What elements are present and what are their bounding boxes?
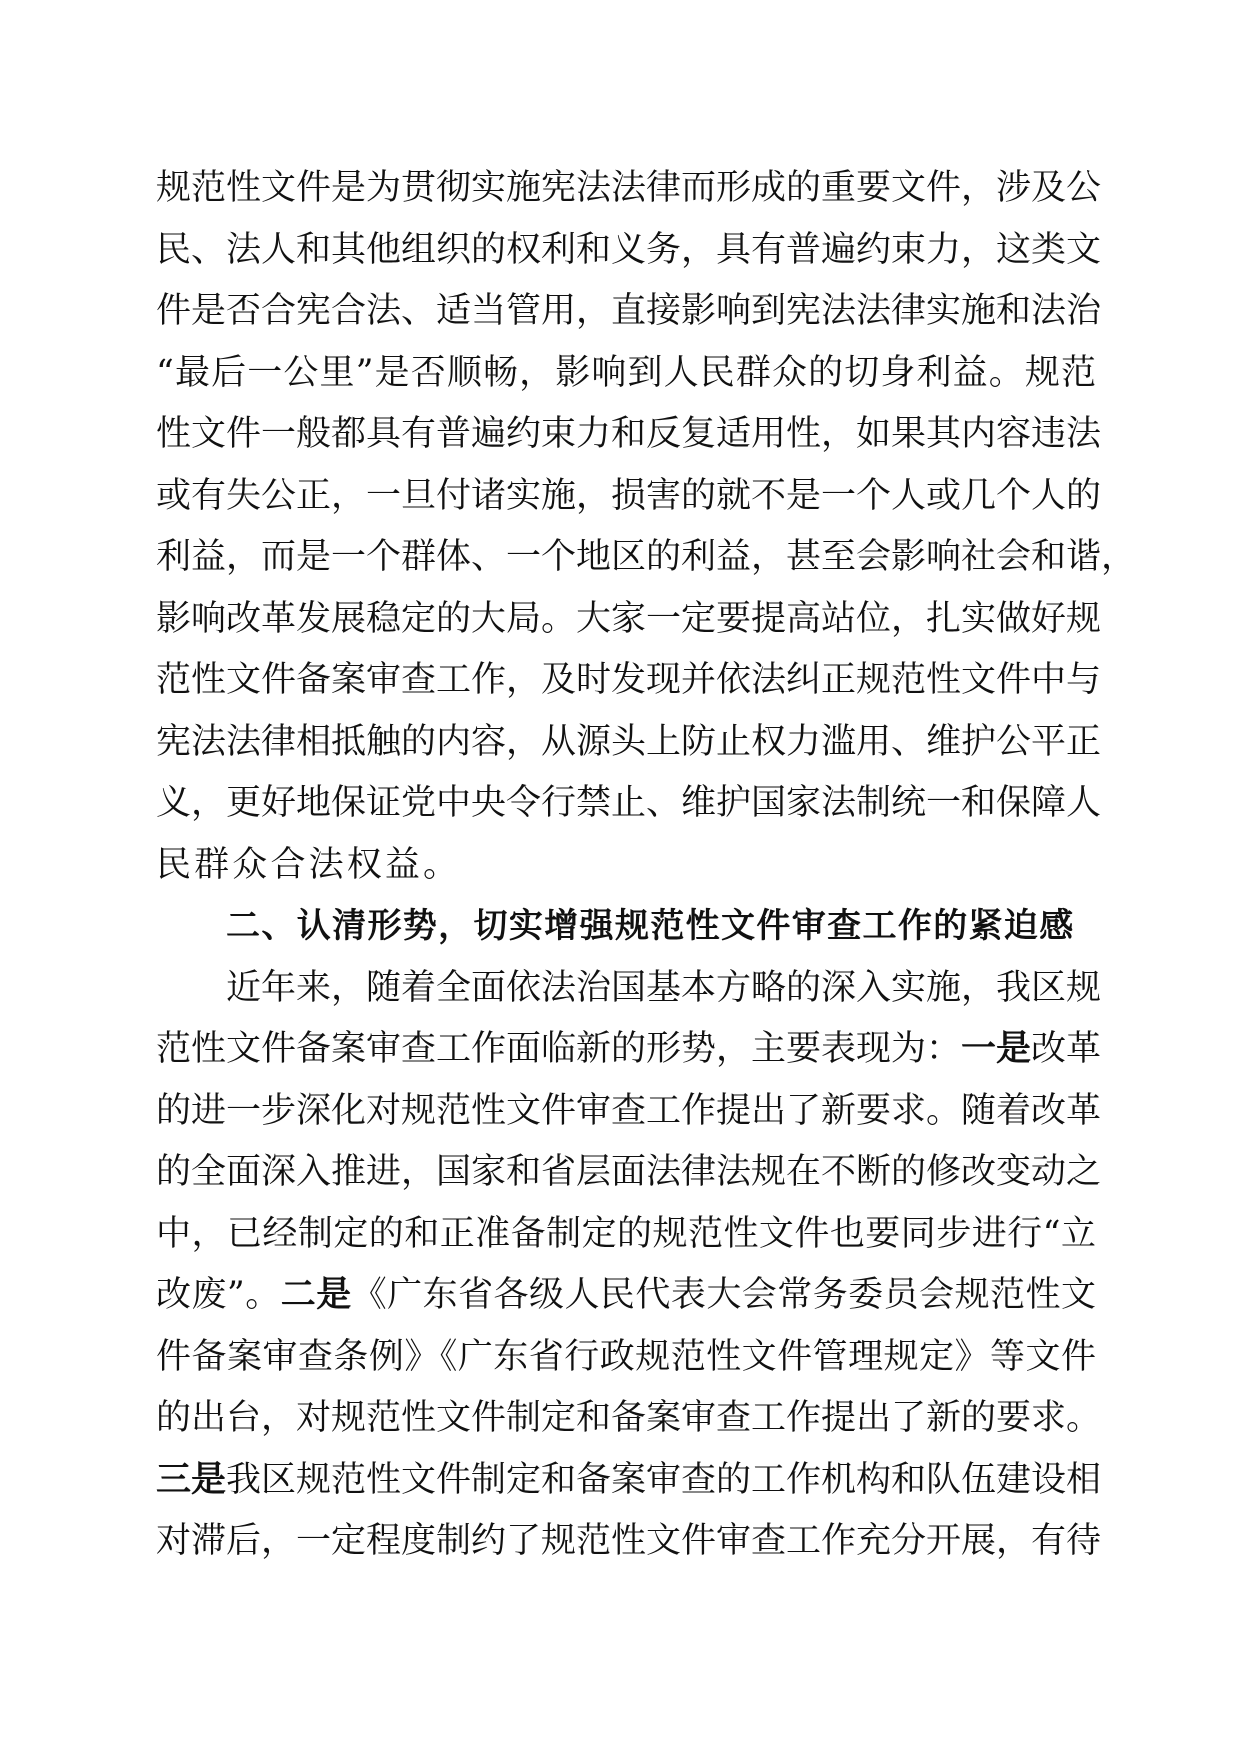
text-line: 利益，而是一个群体、一个地区的利益，甚至会影响社会和谐， [156, 537, 1137, 577]
text-segment: 《广东省各级人民代表大会常务委员会规范性文 [351, 1275, 1096, 1315]
text-line: 宪法法律相抵触的内容，从源头上防止权力滥用、维护公平正 [156, 721, 1102, 762]
document-body [156, 158, 1137, 1573]
text-line: 规范性文件是为贯彻实施宪法法律而形成的重要文件，涉及公 [156, 168, 1102, 208]
text-line: 近年来，随着全面依法治国基本方略的深入实施，我区规 [226, 967, 1102, 1008]
text-segment: 我区规范性文件制定和备案审查的工作机构和队伍建设相 [226, 1459, 1102, 1500]
text-line: 中，已经制定的和正准备制定的规范性文件也要同步进行“立 [156, 1213, 1096, 1254]
text-line: 的出台，对规范性文件制定和备案审查工作提出了新的要求。 [156, 1398, 1102, 1438]
bold-marker: 一是 [961, 1029, 1032, 1069]
text-segment: 改革 [1031, 1029, 1102, 1069]
text-line: 件是否合宪合法、适当管用，直接影响到宪法法律实施和法治 [156, 291, 1102, 331]
text-line [156, 1019, 1102, 1081]
text-line: 或有失公正，一旦付诸实施，损害的就不是一个人或几个人的 [156, 475, 1102, 516]
text-line: 对滞后，一定程度制约了规范性文件审查工作充分开展，有待 [156, 1521, 1102, 1561]
text-line: 件备案审查条例》《广东省行政规范性文件管理规定》等文件 [156, 1336, 1096, 1377]
text-segment: 改废”。 [156, 1275, 281, 1315]
text-line: 民群众合法权益。 [156, 844, 462, 885]
text-line: 范性文件备案审查工作，及时发现并依法纠正规范性文件中与 [156, 660, 1102, 700]
paragraph-1 [156, 158, 1137, 896]
text-line: 影响改革发展稳定的大局。大家一定要提高站位，扎实做好规 [156, 598, 1102, 639]
text-line: 义，更好地保证党中央令行禁止、维护国家法制统一和保障人 [156, 783, 1102, 823]
text-line [156, 1265, 1096, 1327]
text-line [156, 1450, 1102, 1512]
text-line: 的进一步深化对规范性文件审查工作提出了新要求。随着改革 [156, 1090, 1102, 1131]
text-line: 性文件一般都具有普遍约束力和反复适用性，如果其内容违法 [156, 414, 1102, 454]
text-segment: 范性文件备案审查工作面临新的形势，主要表现为： [156, 1029, 962, 1069]
text-line: 民、法人和其他组织的权利和义务，具有普遍约束力，这类文 [156, 229, 1102, 270]
section-heading: 二、认清形势，切实增强规范性文件审查工作的紧迫感 [226, 906, 1075, 946]
text-line: “最后一公里”是否顺畅，影响到人民群众的切身利益。规范 [156, 352, 1096, 393]
bold-marker: 二是 [280, 1275, 352, 1315]
paragraph-2 [156, 958, 1102, 1573]
text-line: 的全面深入推进，国家和省层面法律法规在不断的修改变动之 [156, 1152, 1102, 1192]
bold-marker: 三是 [156, 1459, 227, 1500]
